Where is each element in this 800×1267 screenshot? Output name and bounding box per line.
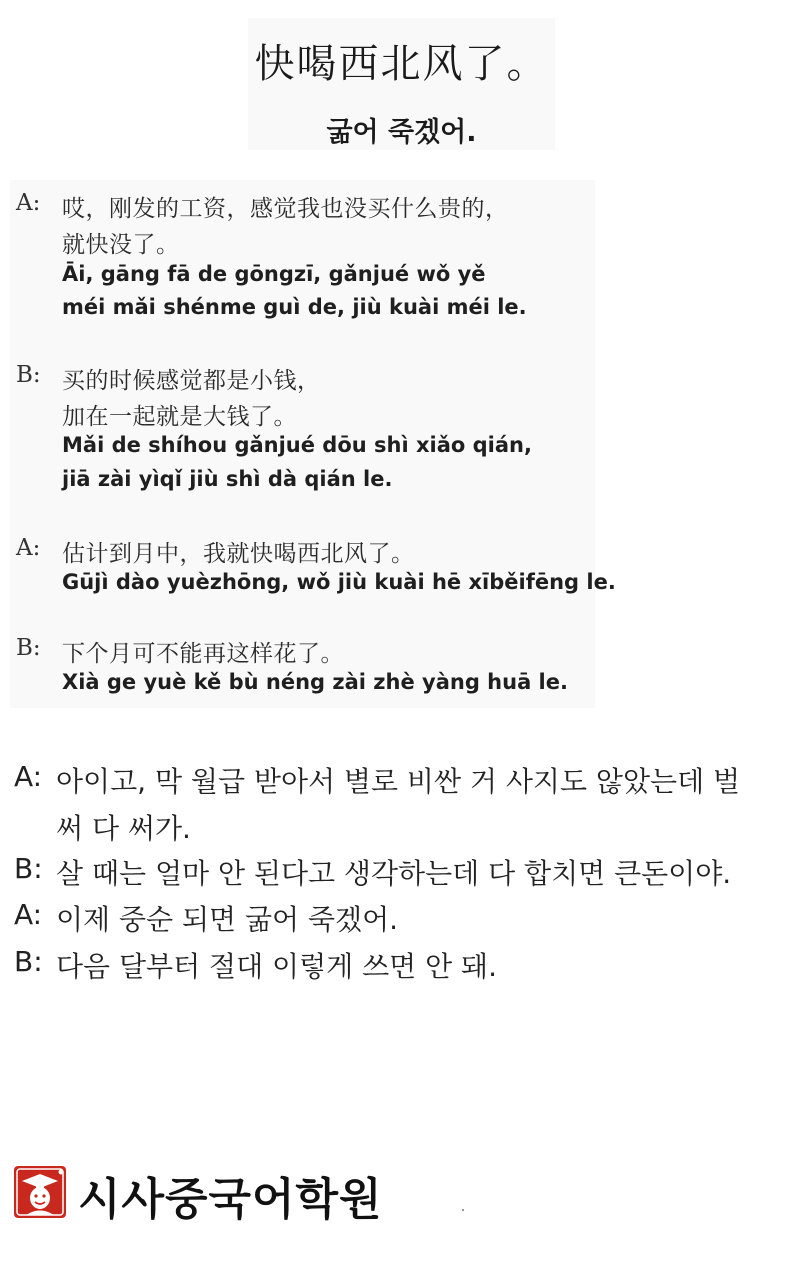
speaker-label: B: — [14, 852, 43, 885]
pinyin-line: Mǎi de shíhou gǎnjué dōu shì xiǎo qián, — [62, 433, 532, 457]
pinyin-line: Gūjì dào yuèzhōng, wǒ jiù kuài hē xīběifēng le. — [62, 570, 616, 594]
speaker-label: B: — [14, 945, 43, 978]
speaker-label: A: — [16, 535, 41, 561]
speaker-label: A: — [16, 190, 41, 216]
pinyin-line: méi mǎi shénme guì de, jiù kuài méi le. — [62, 295, 527, 319]
korean-line: 써 다 써가. — [56, 812, 191, 845]
korean-line: 살 때는 얼마 안 된다고 생각하는데 다 합치면 큰돈이야. — [56, 857, 732, 890]
speaker-label: A: — [14, 898, 43, 931]
academy-name: 시사중국어학원 — [78, 1174, 383, 1225]
speaker-label: B: — [16, 362, 41, 388]
korean-line: 다음 달부터 절대 이렇게 쓰면 안 돼. — [56, 950, 497, 983]
speaker-label: A: — [14, 760, 43, 793]
chinese-line: 就快没了。 — [62, 232, 180, 258]
stray-dot — [462, 1209, 464, 1211]
sisa-mascot-icon — [14, 1166, 66, 1218]
pinyin-line: Xià ge yuè kě bù néng zài zhè yàng huā le. — [62, 670, 568, 694]
chinese-line: 加在一起就是大钱了。 — [62, 404, 297, 430]
korean-line: 아이고, 막 월급 받아서 별로 비싼 거 사지도 않았는데 벌 — [56, 765, 741, 798]
title-chinese: 快喝西北风了。 — [254, 41, 549, 87]
pinyin-line: Āi, gāng fā de gōngzī, gǎnjué wǒ yě — [62, 262, 486, 286]
korean-line: 이제 중순 되면 굶어 죽겠어. — [56, 903, 399, 936]
chinese-line: 买的时候感觉都是小钱， — [62, 368, 321, 394]
speaker-label: B: — [16, 635, 41, 661]
chinese-line: 估计到月中，我就快喝西北风了。 — [62, 541, 415, 567]
title-box — [248, 18, 555, 150]
chinese-line: 下个月可不能再这样花了。 — [62, 641, 344, 667]
pinyin-line: jiā zài yìqǐ jiù shì dà qián le. — [62, 467, 393, 491]
sisa-logo — [14, 1163, 414, 1223]
chinese-line: 哎，刚发的工资，感觉我也没买什么贵的， — [62, 196, 509, 222]
dialogue-box — [10, 180, 616, 708]
title-korean: 굶어 죽겠어. — [326, 117, 477, 148]
